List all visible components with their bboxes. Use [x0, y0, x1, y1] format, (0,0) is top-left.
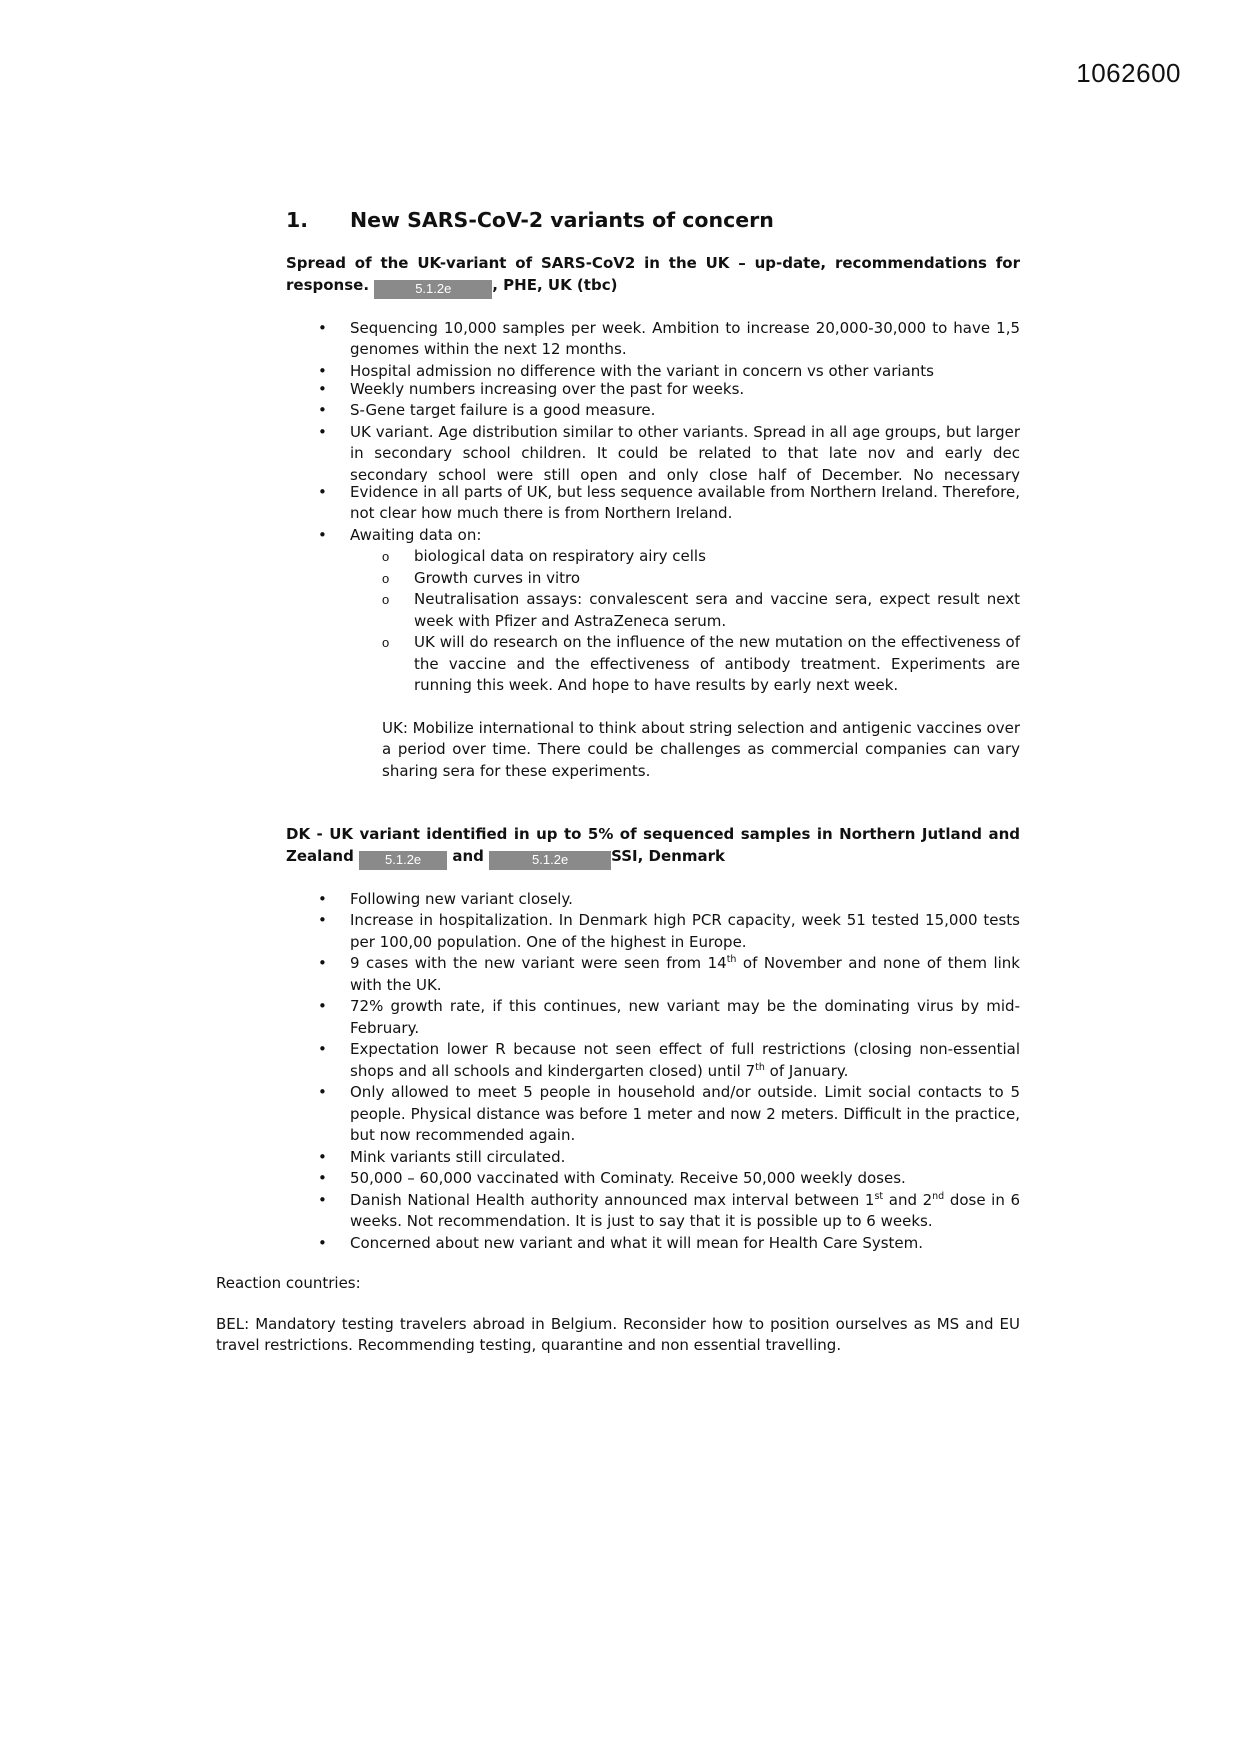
list-item: • Only allowed to meet 5 people in household and/or outside. Limit social contacts to 5 people. Physical distance was before 1 meter and now 2 meters. Difficult in the practice, but now recommended again. — [286, 1082, 1020, 1147]
superscript: st — [874, 1190, 884, 1202]
list-item: • Following new variant closely. — [286, 889, 1020, 911]
list-item — [286, 1039, 1020, 1082]
text-fragment: dose in 6 weeks. Not recommendation. It is just to say that it is possible up to 6 weeks. — [350, 1190, 1021, 1230]
list-item: • UK variant. Age distribution similar to other variants. Spread in all age groups, but larger in secondary school children. It could be related to that late nov and early dec secondary school were still open and only close half of December. No necessary — [286, 422, 1020, 482]
redaction-box: 5.1.2e — [359, 851, 447, 870]
superscript: th — [726, 954, 737, 965]
dk-block-title — [286, 824, 1020, 870]
list-item: • 72% growth rate, if this continues, new variant may be the dominating virus by mid-February. — [286, 996, 1020, 1039]
text-fragment: Danish National Health authority announced max interval between 1 — [350, 1190, 875, 1209]
sub-list-item: o UK will do research on the influence of the new mutation on the effectiveness of the vaccine and the effectiveness of antibody treatment. Experiments are running this week. And hope to have results by early next week. — [350, 632, 1020, 697]
list-item: • Weekly numbers increasing over the past for weeks. — [286, 379, 1020, 401]
document-body — [216, 206, 1020, 1357]
uk-title-text: Spread of the UK-variant of SARS-CoV2 in the UK – up-date, recommendations for response. — [286, 254, 1020, 294]
dk-bullet-list — [286, 889, 1020, 1255]
uk-note-paragraph: UK: Mobilize international to think about string selection and antigenic vaccines over a period over time. There could be challenges as commercial companies can vary sharing sera for these experiments. — [382, 718, 1020, 780]
list-item: • 50,000 – 60,000 vaccinated with Cominaty. Receive 50,000 weekly doses. — [286, 1168, 1020, 1190]
dk-title-and: and — [452, 846, 484, 865]
section-title: New SARS-CoV-2 variants of concern — [350, 208, 774, 232]
text-fragment: of November and none of them link with the UK. — [350, 954, 1020, 994]
awaiting-sublist — [350, 546, 1020, 697]
superscript: nd — [932, 1190, 945, 1202]
list-item: • Increase in hospitalization. In Denmark high PCR capacity, week 51 tested 15,000 tests per 100,00 population. One of the highest in Europe. — [286, 910, 1020, 953]
uk-block-title — [286, 253, 1020, 299]
reaction-bel-paragraph: BEL: Mandatory testing travelers abroad in Belgium. Reconsider how to position ourselves as MS and EU travel restrictions. Recommending testing, quarantine and non essential travelling. — [216, 1314, 1020, 1354]
awaiting-label: Awaiting data on: — [350, 525, 482, 544]
section-number: 1. — [286, 208, 309, 232]
section-heading — [286, 206, 1020, 234]
uk-bullet-list — [286, 318, 1020, 697]
list-item: • Sequencing 10,000 samples per week. Ambition to increase 20,000-30,000 to have 1,5 genomes within the next 12 months. — [286, 318, 1020, 361]
document-id: 1062600 — [1076, 58, 1181, 88]
list-item: • Hospital admission no difference with the variant in concern vs other variants — [286, 361, 1020, 379]
list-item: • Concerned about new variant and what it will mean for Health Care System. — [286, 1233, 1020, 1255]
text-fragment: 9 cases with the new variant were seen from 14 — [350, 954, 727, 972]
superscript: th — [755, 1061, 765, 1073]
list-item: • S-Gene target failure is a good measure. — [286, 400, 1020, 422]
list-item: • Evidence in all parts of UK, but less sequence available from Northern Ireland. Therefore, not clear how much there is from Northern Ireland. — [286, 482, 1020, 525]
list-item — [286, 953, 1020, 996]
list-item — [286, 1190, 1020, 1233]
sub-list-item: o biological data on respiratory airy cells — [350, 546, 1020, 568]
dk-title-text: DK - UK variant identified in up to 5% of sequenced samples in Northern Jutland and Zealand — [286, 825, 1020, 865]
redaction-box: 5.1.2e — [374, 280, 492, 299]
sub-list-item: o Neutralisation assays: convalescent sera and vaccine sera, expect result next week with Pfizer and AstraZeneca serum. — [350, 589, 1020, 632]
reaction-heading: Reaction countries: — [216, 1274, 361, 1292]
text-fragment: and 2 — [883, 1190, 933, 1209]
list-item — [286, 525, 1020, 697]
dk-title-source: SSI, Denmark — [611, 846, 725, 865]
text-fragment: of January. — [764, 1061, 849, 1080]
text-fragment: Expectation lower R because not seen effect of full restrictions (closing non-essential shops and all schools and kindergarten closed) until 7 — [350, 1040, 1020, 1080]
redaction-box: 5.1.2e — [489, 851, 611, 870]
list-item: • Mink variants still circulated. — [286, 1147, 1020, 1169]
uk-title-source: , PHE, UK (tbc) — [492, 275, 618, 294]
sub-list-item: o Growth curves in vitro — [350, 568, 1020, 590]
